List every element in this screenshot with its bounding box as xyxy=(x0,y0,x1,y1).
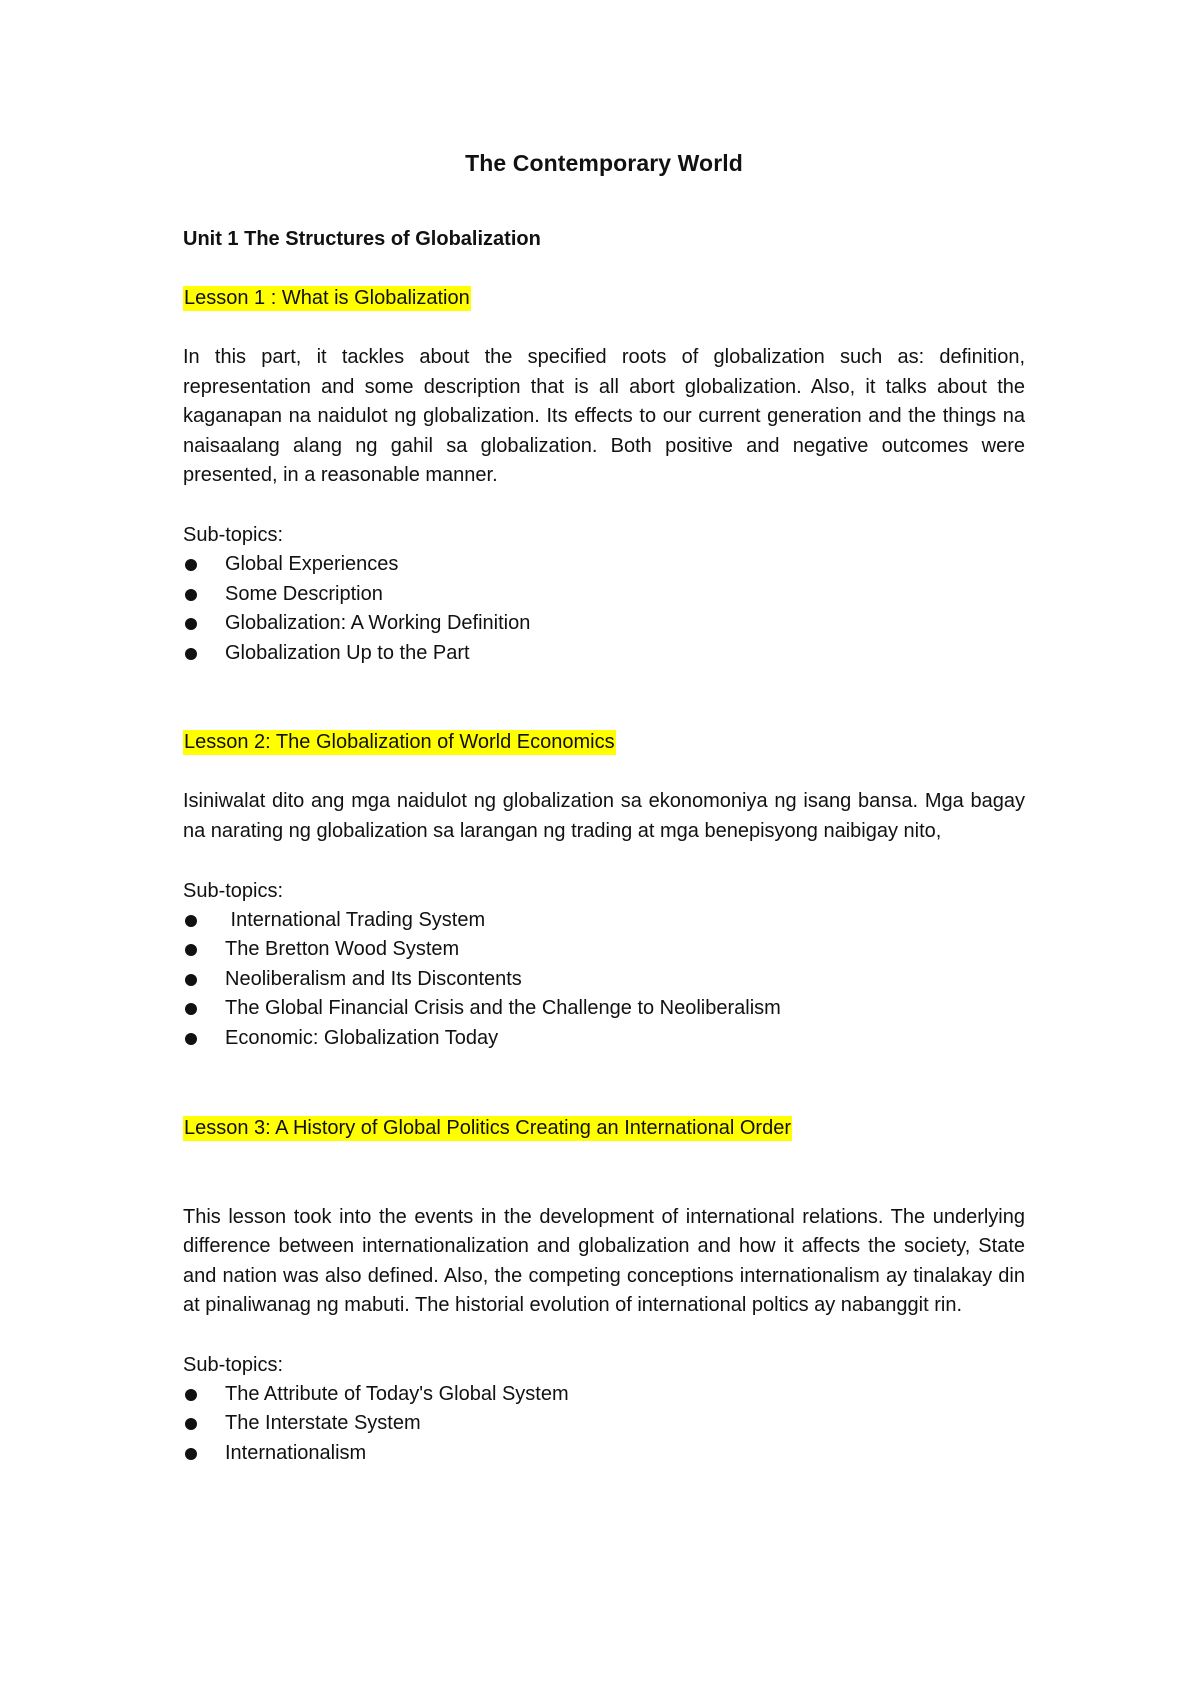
list-item-text: Globalization Up to the Part xyxy=(225,641,470,664)
list-item-text: Internationalism xyxy=(225,1442,367,1465)
list-item-text: Economic: Globalization Today xyxy=(225,1026,499,1049)
lesson-2-heading xyxy=(183,728,1025,757)
list-item xyxy=(183,994,1025,1024)
list-item xyxy=(183,1024,1025,1054)
list-item-text: Global Experiences xyxy=(225,552,399,575)
list-item xyxy=(183,1380,1025,1410)
bullet-icon xyxy=(185,589,197,601)
lesson-2-subtopics-list xyxy=(183,906,1025,1054)
list-item-text: The Bretton Wood System xyxy=(225,938,460,961)
bullet-icon xyxy=(185,1448,197,1460)
unit-title: Unit 1 The Structures of Globalization xyxy=(183,228,541,250)
bullet-icon xyxy=(185,618,197,630)
bullet-icon xyxy=(185,974,197,986)
lesson-2-paragraph: Isiniwalat dito ang mga naidulot ng globalization sa ekonomoniya ng isang bansa. Mga bagay na narating ng globalization sa larangan ng trading at mga benepisyong naibigay nito, xyxy=(183,790,1025,842)
bullet-icon xyxy=(185,944,197,956)
list-item-text: Neoliberalism and Its Discontents xyxy=(225,967,522,990)
list-item-text: International Trading System xyxy=(225,908,486,931)
lesson-2-subtopics-label: Sub-topics: xyxy=(183,879,284,902)
lesson-1-subtopics-list xyxy=(183,550,1025,668)
bullet-icon xyxy=(185,1389,197,1401)
list-item xyxy=(183,965,1025,995)
bullet-icon xyxy=(185,559,197,571)
list-item-text: The Global Financial Crisis and the Challenge to Neoliberalism xyxy=(225,997,781,1020)
lesson-3-subtopics-list xyxy=(183,1380,1025,1469)
list-item xyxy=(183,1409,1025,1439)
list-item xyxy=(183,550,1025,580)
lesson-2-section xyxy=(183,728,1025,1053)
lesson-3-section xyxy=(183,1114,1025,1469)
lesson-1-heading xyxy=(183,284,1025,313)
list-item-text: Some Description xyxy=(225,582,383,605)
lesson-1-heading-highlight: Lesson 1 : What is Globalization xyxy=(184,287,470,309)
bullet-icon xyxy=(185,1003,197,1015)
list-item xyxy=(183,935,1025,965)
list-item-text: The Attribute of Today's Global System xyxy=(225,1382,569,1405)
lesson-3-paragraph: This lesson took into the events in the development of international relations. The underlying difference between internationalization and globalization and how it affects the society, State and nation was also defined. Also, the competing conceptions internationalism ay tinalakay din at pinaliwanag ng mabuti. The historial evolution of international poltics ay nabanggit rin. xyxy=(183,1205,1025,1317)
bullet-icon xyxy=(185,915,197,927)
lesson-1-subtopics-label: Sub-topics: xyxy=(183,523,284,546)
document-content xyxy=(183,148,1025,1469)
lesson-3-subtopics-label: Sub-topics: xyxy=(183,1353,284,1376)
list-item xyxy=(183,609,1025,639)
lesson-1-paragraph: In this part, it tackles about the specified roots of globalization such as: definition, representation and some description that is all abort globalization. Also, it talks about the kaganapan na naidulot ng globalization. Its effects to our current generation and the things na naisaalang alang ng gahil sa globalization. Both positive and negative outcomes were presented, in a reasonable manner. xyxy=(183,346,1025,487)
bullet-icon xyxy=(185,648,197,660)
list-item xyxy=(183,639,1025,669)
lesson-3-heading xyxy=(183,1114,1025,1143)
bullet-icon xyxy=(185,1418,197,1430)
list-item xyxy=(183,580,1025,610)
lesson-3-heading-highlight: Lesson 3: A History of Global Politics Creating an International Order xyxy=(184,1116,791,1139)
lesson-1-section xyxy=(183,284,1025,668)
bullet-icon xyxy=(185,1033,197,1045)
list-item-text: Globalization: A Working Definition xyxy=(225,612,531,635)
list-item xyxy=(183,906,1025,936)
lesson-2-heading-highlight: Lesson 2: The Globalization of World Economics xyxy=(184,731,615,754)
list-item-text: The Interstate System xyxy=(225,1412,421,1435)
document-title: The Contemporary World xyxy=(465,150,743,176)
list-item xyxy=(183,1439,1025,1469)
